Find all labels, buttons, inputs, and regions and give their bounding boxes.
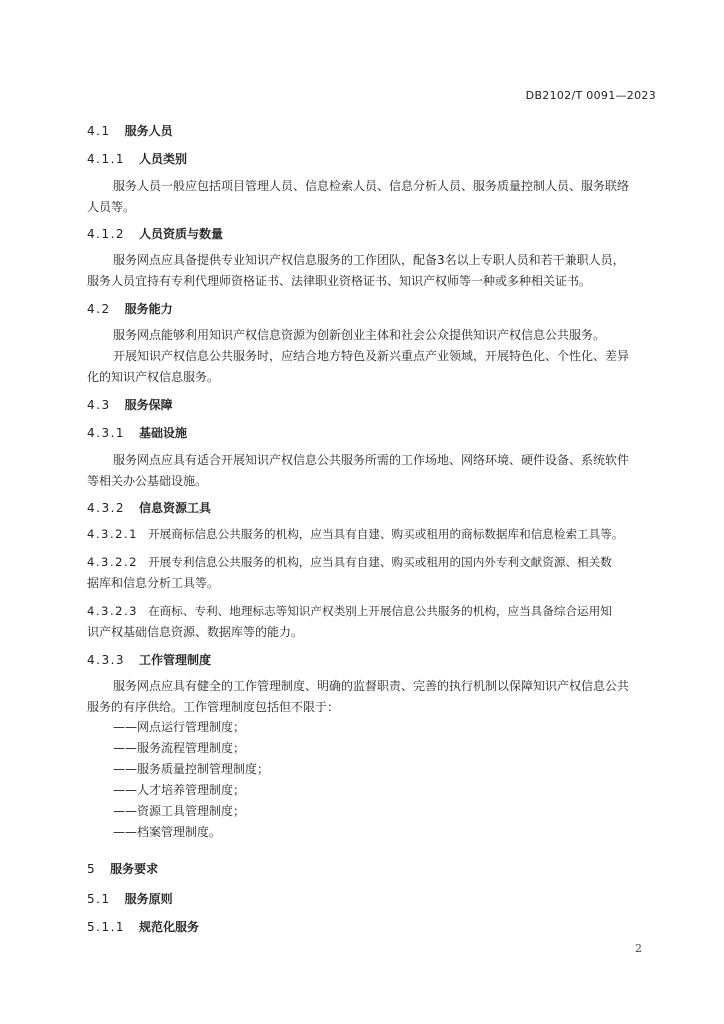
paragraph-line: 服务人员一般应包括项目管理人员、信息检索人员、信息分析人员、服务质量控制人员、服务联络 <box>113 179 630 193</box>
heading-number: 4.3.3 <box>87 653 126 667</box>
heading-title: 服务保障 <box>124 398 173 412</box>
heading-4-1-2 <box>87 225 223 242</box>
heading-4-3-1 <box>87 424 187 441</box>
heading-number: 4.3 <box>87 398 111 412</box>
heading-5 <box>87 860 158 877</box>
heading-title: 服务能力 <box>124 302 173 316</box>
heading-title: 人员类别 <box>139 152 188 166</box>
heading-4-3-3 <box>87 651 211 668</box>
paragraph-line: 据库和信息分析工具等。 <box>87 576 220 590</box>
heading-4-2 <box>87 300 173 317</box>
heading-number: 4.1 <box>87 124 111 138</box>
paragraph-line: 人员等。 <box>87 200 136 214</box>
heading-title: 服务人员 <box>124 124 173 138</box>
list-item: ——资源工具管理制度； <box>113 804 246 818</box>
list-item: ——服务质量控制管理制度； <box>113 762 270 776</box>
clause-number: 4.3.2.2 <box>87 555 139 569</box>
heading-title: 人员资质与数量 <box>139 227 224 241</box>
heading-title: 服务要求 <box>110 862 159 876</box>
clause-4-3-2-3 <box>87 601 656 622</box>
heading-4-3-2 <box>87 499 211 516</box>
clause-text: 开展专利信息公共服务的机构，应当具有自建、购买或租用的国内外专利文献资源、相关数 <box>148 555 612 569</box>
heading-4-1-1 <box>87 150 187 167</box>
clause-4-3-2-1 <box>87 524 656 545</box>
clause-text: 开展商标信息公共服务的机构，应当具有自建、购买或租用的商标数据库和信息检索工具等。 <box>148 527 624 541</box>
paragraph-line: 服务网点应具有健全的工作管理制度、明确的监督职责、完善的执行机制以保障知识产权信息公共 <box>113 679 630 693</box>
heading-title: 规范化服务 <box>139 920 200 934</box>
heading-number: 5.1 <box>87 892 111 906</box>
document-number: DB2102/T 0091—2023 <box>525 89 656 102</box>
heading-5-1-1 <box>87 918 199 935</box>
heading-number: 4.1.2 <box>87 227 126 241</box>
heading-number: 4.3.2 <box>87 501 126 515</box>
heading-number: 4.3.1 <box>87 426 126 440</box>
paragraph-line: 服务网点应具有适合开展知识产权信息公共服务所需的工作场地、网络环境、硬件设备、系统软件 <box>113 453 630 467</box>
heading-number: 5.1.1 <box>87 920 126 934</box>
list-item: ——档案管理制度。 <box>113 825 222 839</box>
clause-number: 4.3.2.1 <box>87 527 139 541</box>
paragraph-line: 服务网点能够利用知识产权信息资源为创新创业主体和社会公众提供知识产权信息公共服务。 <box>113 328 606 342</box>
clause-number: 4.3.2.3 <box>87 604 139 618</box>
heading-number: 4.1.1 <box>87 152 126 166</box>
paragraph-line: 识产权基础信息资源、数据库等的能力。 <box>87 625 304 639</box>
heading-title: 信息资源工具 <box>139 501 212 515</box>
list-item: ——人才培养管理制度； <box>113 783 246 797</box>
paragraph-line: 服务人员宜持有专利代理师资格证书、法律职业资格证书、知识产权师等一种或多种相关证书。 <box>87 274 592 288</box>
heading-title: 服务原则 <box>124 892 173 906</box>
paragraph-line: 开展知识产权信息公共服务时，应结合地方特色及新兴重点产业领域，开展特色化、个性化、差异 <box>113 349 630 363</box>
paragraph-line: 等相关办公基础设施。 <box>87 474 208 488</box>
heading-number: 5 <box>87 862 97 876</box>
paragraph-line: 服务网点应具备提供专业知识产权信息服务的工作团队，配备3名以上专职人员和若干兼职人员， <box>113 253 625 267</box>
heading-5-1 <box>87 890 173 907</box>
list-item: ——服务流程管理制度； <box>113 741 246 755</box>
clause-4-3-2-2 <box>87 552 656 573</box>
clause-text: 在商标、专利、地理标志等知识产权类别上开展信息公共服务的机构，应当具备综合运用知 <box>148 604 612 618</box>
heading-4-1 <box>87 122 173 139</box>
list-item: ——网点运行管理制度； <box>113 720 246 734</box>
heading-title: 工作管理制度 <box>139 653 212 667</box>
paragraph-line: 服务的有序供给。工作管理制度包括但不限于： <box>87 700 340 714</box>
heading-number: 4.2 <box>87 302 111 316</box>
heading-4-3 <box>87 396 173 413</box>
paragraph-line: 化的知识产权信息服务。 <box>87 370 220 384</box>
page-number: 2 <box>635 942 642 955</box>
heading-title: 基础设施 <box>139 426 188 440</box>
